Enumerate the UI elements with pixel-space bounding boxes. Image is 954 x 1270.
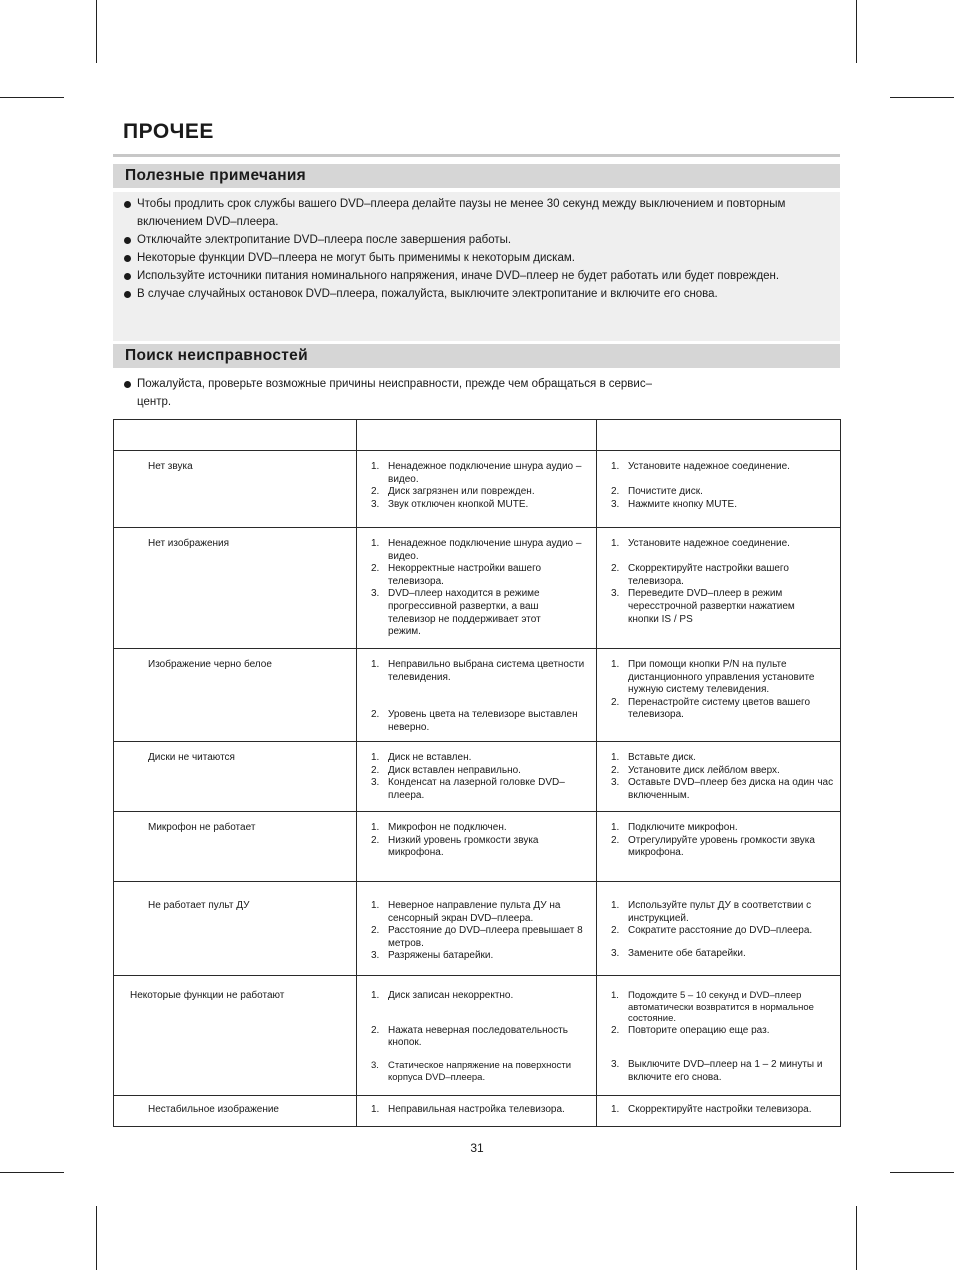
problem-cell: Изображение черно белое [114, 649, 357, 742]
cause-cell [357, 649, 597, 742]
solution-item: 1. При помощи кнопки P/N на пульте дистанционного управления установите нужную систему телевидения. [611, 659, 815, 696]
cause-cell [357, 1096, 597, 1127]
cause-item: 2. Некорректные настройки вашего телевизора. [371, 563, 542, 587]
header-solution [597, 420, 841, 451]
solution-item: 3. Нажмите кнопку MUTE. [611, 498, 737, 510]
cause-cell [357, 528, 597, 649]
troubleshooting-heading: Поиск неисправностей [125, 347, 308, 364]
crop-mark [96, 1206, 97, 1270]
solution-item: 2. Перенастройте систему цветов вашего телевизора. [611, 696, 811, 721]
solution-item: 1. Вставьте диск. [611, 752, 696, 763]
page-number: 31 [470, 1141, 484, 1155]
table-row [114, 742, 841, 812]
header-problem [114, 420, 357, 451]
cause-item: 3. Статическое напряжение на поверхности корпуса DVD–плеера. [371, 1059, 572, 1084]
cause-item: 1. Диск записан некорректно. [371, 990, 514, 1001]
solution-item: 1. Подождите 5 – 10 секунд и DVD–плеер автоматически возвратится в нормальное состояние. [611, 990, 814, 1024]
note-item: В случае случайных остановок DVD–плеера, пожалуйста, выключите электропитание и включите его снова. [113, 285, 803, 303]
crop-mark [0, 97, 64, 98]
note-item: Чтобы продлить срок службы вашего DVD–плеера делайте паузы не менее 30 секунд между выключением и повторным включением DVD–плеера. [113, 195, 803, 231]
page-title: ПРОЧЕЕ [123, 120, 214, 143]
cause-cell [357, 976, 597, 1096]
solution-cell [597, 812, 841, 882]
cause-cell [357, 451, 597, 528]
solution-cell [597, 451, 841, 528]
notes-heading: Полезные примечания [125, 167, 307, 184]
cause-cell [357, 812, 597, 882]
table-row [114, 812, 841, 882]
solution-item: 2. Установите диск лейблом вверх. [611, 764, 780, 776]
solution-cell [597, 1096, 841, 1127]
intro-text: Пожалуйста, проверьте возможные причины неисправности, прежде чем обращаться в сервис–центр. [113, 375, 673, 411]
cause-item: 3. Конденсат на лазерной головке DVD–плеера. [371, 777, 565, 801]
table-row [114, 649, 841, 742]
crop-mark [0, 1172, 64, 1173]
crop-mark [890, 97, 954, 98]
solution-cell [597, 528, 841, 649]
problem-cell: Нет изображения [114, 528, 357, 649]
title-divider [113, 154, 840, 157]
cause-item: 2. Расстояние до DVD–плеера превышает 8 метров. [371, 925, 583, 949]
note-item: Используйте источники питания номинального напряжения, иначе DVD–плеер не будет работать или будет поврежден. [113, 267, 803, 285]
troubleshooting-intro [113, 375, 673, 411]
solution-item: 1. Подключите микрофон. [611, 822, 738, 833]
solution-item: 2. Сократите расстояние до DVD–плеера. [611, 925, 813, 937]
notes-list [113, 195, 803, 303]
solution-item: 3. Переведите DVD–плеер в режим чересстрочной развертки нажатием кнопки IS / PS [611, 588, 795, 625]
troubleshooting-section-header [113, 344, 840, 368]
solution-item: 1. Используйте пульт ДУ в соответствии с инструкцией. [611, 900, 812, 924]
table-row [114, 976, 841, 1096]
cause-item: 1. Ненадежное подключение шнура аудио – видео. [371, 538, 582, 562]
table-row [114, 528, 841, 649]
header-cause [357, 420, 597, 451]
note-item: Некоторые функции DVD–плеера не могут быть применимы к некоторым дискам. [113, 249, 803, 267]
cause-item: 1. Неправильно выбрана система цветности телевидения. [371, 659, 585, 683]
solution-item: 3. Оставьте DVD–плеер без диска на один час включенным. [611, 777, 834, 801]
solution-item: 2. Скорректируйте настройки вашего телевизора. [611, 563, 789, 587]
solution-cell [597, 976, 841, 1096]
cause-item: 1. Ненадежное подключение шнура аудио – видео. [371, 461, 582, 485]
table-row [114, 1096, 841, 1127]
solution-item: 3. Выключите DVD–плеер на 1 – 2 минуты и включите его снова. [611, 1059, 823, 1083]
crop-mark [890, 1172, 954, 1173]
table-header-row [114, 420, 841, 451]
cause-item: 3. Звук отключен кнопкой MUTE. [371, 498, 529, 510]
cause-item: 2. Нажата неверная последовательность кнопок. [371, 1024, 569, 1049]
cause-item: 1. Неверное направление пульта ДУ на сенсорный экран DVD–плеера. [371, 900, 561, 924]
problem-cell: Не работает пульт ДУ [114, 882, 357, 976]
problem-cell: Нет звука [114, 451, 357, 528]
problem-cell: Нестабильное изображение [114, 1096, 357, 1127]
cause-item: 3. DVD–плеер находится в режиме прогрессивной развертки, а ваш телевизор не поддерживает этот режим. [371, 588, 541, 638]
solution-item: 2. Повторите операцию еще раз. [611, 1024, 770, 1036]
cause-item: 3. Разряжены батарейки. [371, 950, 494, 962]
cause-item: 1. Микрофон не подключен. [371, 822, 507, 833]
solution-item: 1. Скорректируйте настройки телевизора. [611, 1104, 812, 1115]
troubleshooting-table [113, 419, 841, 1127]
problem-cell: Некоторые функции не работают [114, 976, 357, 1096]
note-item: Отключайте электропитание DVD–плеера после завершения работы. [113, 231, 803, 249]
solution-item: 2. Отрегулируйте уровень громкости звука микрофона. [611, 834, 815, 859]
cause-item: 2. Диск вставлен неправильно. [371, 764, 521, 776]
crop-mark [96, 0, 97, 63]
crop-mark [856, 1206, 857, 1270]
cause-item: 1. Неправильная настройка телевизора. [371, 1104, 565, 1115]
crop-mark [856, 0, 857, 63]
solution-item: 3. Замените обе батарейки. [611, 947, 746, 959]
cause-cell [357, 742, 597, 812]
solution-item: 1. Установите надежное соединение. [611, 538, 790, 549]
solution-item: 1. Установите надежное соединение. [611, 461, 790, 472]
cause-cell [357, 882, 597, 976]
table-row [114, 451, 841, 528]
notes-section-header [113, 164, 840, 188]
cause-item: 2. Низкий уровень громкости звука микрофона. [371, 834, 539, 859]
solution-cell [597, 882, 841, 976]
problem-cell: Микрофон не работает [114, 812, 357, 882]
solution-cell [597, 649, 841, 742]
solution-item: 2. Почистите диск. [611, 486, 703, 498]
notes-box [113, 192, 840, 341]
solution-cell [597, 742, 841, 812]
problem-cell: Диски не читаются [114, 742, 357, 812]
cause-item: 2. Уровень цвета на телевизоре выставлен неверно. [371, 709, 578, 733]
cause-item: 1. Диск не вставлен. [371, 752, 472, 763]
cause-item: 2. Диск загрязнен или поврежден. [371, 486, 535, 498]
table-row [114, 882, 841, 976]
